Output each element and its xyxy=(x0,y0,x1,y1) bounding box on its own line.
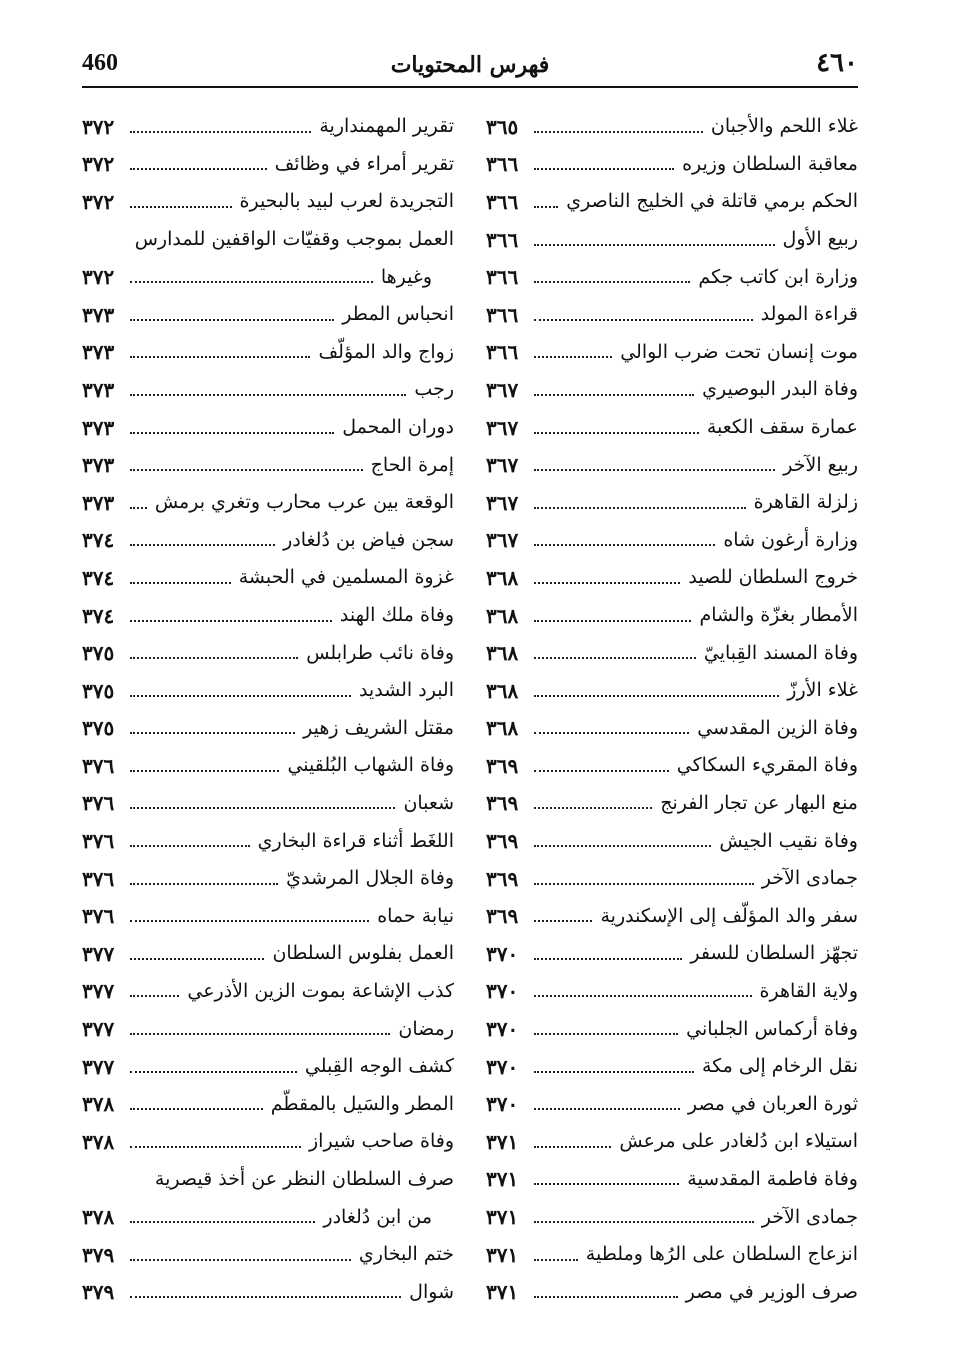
dot-leader xyxy=(534,695,779,697)
dot-leader xyxy=(130,356,310,358)
toc-entry-title: وفاة ملك الهند xyxy=(339,604,454,627)
dot-leader xyxy=(534,995,752,997)
toc-entry-page: ٣٧٥ xyxy=(82,716,115,741)
toc-entry xyxy=(82,747,454,785)
toc-entry-title: ربيع الأول xyxy=(782,228,858,251)
toc-entry-title: وفاة نائب طرابلس xyxy=(306,641,454,664)
toc-entry-page: ٣٧٥ xyxy=(82,641,115,666)
toc-entry-page: ٣٧٨ xyxy=(82,1129,115,1154)
toc-entry-title: الحكم برمي قاتلة في الخليج الناصري xyxy=(566,190,858,213)
toc-entry-page: ٣٧٧ xyxy=(82,1017,115,1042)
toc-entry-title: وفاة نقيب الجيش xyxy=(719,829,858,852)
toc-entry-title: وفاة البدر البوصيري xyxy=(702,378,858,401)
toc-entry-title: ربيع الآخر xyxy=(783,453,858,476)
toc-entry-title: رجب xyxy=(414,378,454,401)
toc-entry-page: ٣٧٦ xyxy=(82,753,115,778)
dot-leader xyxy=(534,281,690,283)
dot-leader xyxy=(534,544,715,546)
toc-entry xyxy=(486,371,858,409)
dot-leader xyxy=(130,469,363,471)
toc-entry xyxy=(486,1273,858,1311)
toc-entry-title: نيابة حماه xyxy=(377,904,454,927)
toc-entry xyxy=(486,1236,858,1274)
toc-entry-title: وفاة الشهاب البُلقيني xyxy=(287,754,454,777)
dot-leader xyxy=(534,1296,678,1298)
toc-entry xyxy=(486,935,858,973)
toc-entry-title: وزارة ابن كاتب جكم xyxy=(698,265,858,288)
toc-entry-page: ٣٧٠ xyxy=(486,941,519,966)
toc-entry-page: ٣٧٦ xyxy=(82,791,115,816)
page-number-arabic: ٤٦٠ xyxy=(816,48,858,78)
toc-entry xyxy=(486,973,858,1011)
toc-entry xyxy=(486,1198,858,1236)
toc-entry xyxy=(82,409,454,447)
toc-column-right xyxy=(486,108,858,1311)
toc-entry-title: العمل بموجب وقفيّات الواقفين للمدارس xyxy=(134,228,454,251)
toc-entry-title: المطر والسَيل بالمقطّم xyxy=(270,1092,454,1115)
toc-entry-page: ٣٦٧ xyxy=(486,377,519,402)
toc-entry-page: ٣٧٤ xyxy=(82,603,115,628)
dot-leader xyxy=(534,770,669,772)
toc-entry-page: ٣٦٧ xyxy=(486,453,519,478)
dot-leader xyxy=(534,582,680,584)
toc-entry-page: ٣٦٦ xyxy=(486,152,519,177)
toc-entry-page: ٣٧٣ xyxy=(82,490,115,515)
toc-entry-title: تقرير أمراء في وظائف xyxy=(274,152,454,175)
toc-entry xyxy=(82,446,454,484)
toc-entry-title: مقتل الشريف زهير xyxy=(303,716,454,739)
toc-entry xyxy=(486,1010,858,1048)
toc-entry-title: رمضان xyxy=(398,1017,454,1040)
toc-entry-title: وفاة صاحب شيراز xyxy=(309,1130,454,1153)
toc-entry xyxy=(486,1085,858,1123)
toc-entry-title: التجريدة لعرب لبيد بالبحيرة xyxy=(239,190,454,213)
toc-entry-title: البرد الشديد xyxy=(358,679,454,702)
toc-entry-title: غزوة المسلمين في الحبشة xyxy=(238,566,454,589)
toc-entry-title: الأمطار بغزّة والشام xyxy=(699,604,858,627)
toc-entry-page: ٣٦٥ xyxy=(486,114,519,139)
toc-entry-page: ٣٦٧ xyxy=(486,528,519,553)
toc-entry-page: ٣٧٦ xyxy=(82,904,115,929)
toc-entry xyxy=(82,1161,454,1199)
toc-entry xyxy=(82,1048,454,1086)
toc-entry xyxy=(486,747,858,785)
toc-entry-title: من ابن دُلغادر xyxy=(323,1205,432,1228)
toc-entry-title: وفاة الزين المقدسي xyxy=(697,716,858,739)
toc-entry-title: دوران المحمل xyxy=(342,416,454,439)
dot-leader xyxy=(534,1259,578,1261)
dot-leader xyxy=(534,432,699,434)
toc-entry xyxy=(82,1236,454,1274)
toc-entry xyxy=(486,634,858,672)
toc-entry-title: جمادى الآخر xyxy=(761,867,858,890)
toc-entry xyxy=(82,597,454,635)
toc-entry-page: ٣٦٨ xyxy=(486,565,519,590)
toc-entry-page: ٣٧٨ xyxy=(82,1205,115,1230)
toc-entry-title: خروج السلطان للصيد xyxy=(688,566,858,589)
dot-leader xyxy=(130,319,334,321)
dot-leader xyxy=(534,807,652,809)
dot-leader xyxy=(534,356,612,358)
dot-leader xyxy=(130,168,267,170)
toc-entry xyxy=(82,371,454,409)
toc-entry xyxy=(82,258,454,296)
toc-entry-title: ثورة العربان في مصر xyxy=(687,1092,858,1115)
toc-entry-page: ٣٧٨ xyxy=(82,1092,115,1117)
toc-entry xyxy=(82,897,454,935)
dot-leader xyxy=(534,131,703,133)
toc-entry-title: اللغَط أثناء قراءة البخاري xyxy=(257,829,454,852)
dot-leader xyxy=(534,206,558,208)
toc-entry-title: تجهّز السلطان للسفر xyxy=(690,942,858,965)
toc-entry-title: وغيرها xyxy=(380,265,432,288)
dot-leader xyxy=(534,732,689,734)
dot-leader xyxy=(534,168,674,170)
toc-entry-page: ٣٧٢ xyxy=(82,265,115,290)
toc-entry-page: ٣٦٦ xyxy=(486,265,519,290)
dot-leader xyxy=(130,582,231,584)
toc-entry-page: ٣٦٧ xyxy=(486,490,519,515)
dot-leader xyxy=(534,620,691,622)
toc-entry-title: وفاة المقريء السكاكي xyxy=(676,754,858,777)
toc-entry-page: ٣٦٨ xyxy=(486,678,519,703)
dot-leader xyxy=(130,281,373,283)
toc-entry-title: إمرة الحاج xyxy=(370,453,454,476)
toc-entry xyxy=(82,822,454,860)
toc-entry-page: ٣٧٣ xyxy=(82,302,115,327)
toc-entry-page: ٣٧٠ xyxy=(486,1092,519,1117)
toc-entry-title: وفاة الجلال المرشديّ xyxy=(286,867,454,890)
dot-leader xyxy=(130,845,250,847)
toc-entry-title: تقرير المهمندارية xyxy=(319,115,454,138)
toc-entry xyxy=(486,860,858,898)
dot-leader xyxy=(534,845,711,847)
dot-leader xyxy=(534,1033,678,1035)
toc-entry-page: ٣٧٣ xyxy=(82,340,115,365)
dot-leader xyxy=(130,1259,351,1261)
toc-entry-title: جمادى الآخر xyxy=(761,1205,858,1228)
toc-entry-page: ٣٦٩ xyxy=(486,904,519,929)
toc-entry-page: ٣٧٠ xyxy=(486,1054,519,1079)
toc-entry-title: نقل الرخام إلى مكة xyxy=(701,1055,858,1078)
toc-entry xyxy=(82,221,454,259)
toc-entry xyxy=(82,522,454,560)
toc-entry-title: كشف الوجه القِبلي xyxy=(304,1055,454,1078)
toc-entry xyxy=(82,108,454,146)
toc-entry-page: ٣٧١ xyxy=(486,1242,519,1267)
toc-entry-title: ولاية القاهرة xyxy=(759,979,858,1002)
dot-leader xyxy=(534,1071,694,1073)
dot-leader xyxy=(534,1146,611,1148)
toc-entry-page: ٣٦٦ xyxy=(486,189,519,214)
dot-leader xyxy=(534,920,592,922)
toc-entry-page: ٣٦٩ xyxy=(486,866,519,891)
toc-entry-page: ٣٦٩ xyxy=(486,753,519,778)
toc-entry xyxy=(82,183,454,221)
page-title: فهرس المحتويات xyxy=(390,52,550,78)
toc-entry xyxy=(82,559,454,597)
toc-entry-title: سفر والد المؤلّف إلى الإسكندرية xyxy=(600,904,858,927)
toc-entry-title: العمل بفلوس السلطان xyxy=(272,942,454,965)
toc-entry xyxy=(82,1198,454,1236)
toc-entry-page: ٣٧٧ xyxy=(82,979,115,1004)
toc-entry xyxy=(82,296,454,334)
dot-leader xyxy=(534,507,746,509)
dot-leader xyxy=(534,1221,754,1223)
dot-leader xyxy=(130,1146,301,1148)
toc-entry xyxy=(486,409,858,447)
dot-leader xyxy=(130,620,332,622)
toc-entry-page: ٣٦٦ xyxy=(486,302,519,327)
toc-entry xyxy=(82,1085,454,1123)
toc-entry-title: غلاء اللحم والأجبان xyxy=(710,115,858,138)
toc-entry xyxy=(486,221,858,259)
dot-leader xyxy=(130,657,298,659)
toc-entry-page: ٣٧٩ xyxy=(82,1280,115,1305)
toc-entry-page: ٣٦٦ xyxy=(486,227,519,252)
toc-entry-page: ٣٧٧ xyxy=(82,941,115,966)
dot-leader xyxy=(130,394,406,396)
toc-entry xyxy=(486,446,858,484)
toc-entry-title: وفاة المسند القِباييّ xyxy=(703,641,858,664)
toc-entry-title: ختم البخاري xyxy=(358,1243,454,1266)
toc-entry xyxy=(486,1048,858,1086)
toc-entry xyxy=(82,1010,454,1048)
toc-entry xyxy=(486,672,858,710)
toc-entry-title: وفاة أركماس الجلباني xyxy=(686,1017,858,1040)
dot-leader xyxy=(534,244,775,246)
toc-entry-page: ٣٧٧ xyxy=(82,1054,115,1079)
toc-entry-page: ٣٧٩ xyxy=(82,1242,115,1267)
toc-entry xyxy=(486,1161,858,1199)
toc-entry xyxy=(486,897,858,935)
toc-entry-title: صرف الوزير في مصر xyxy=(685,1280,858,1303)
dot-leader xyxy=(130,507,147,509)
toc-entry-title: انزعاج السلطان على الرُها وملطية xyxy=(585,1243,858,1266)
dot-leader xyxy=(534,657,696,659)
toc-entry xyxy=(82,146,454,184)
dot-leader xyxy=(534,1183,679,1185)
toc-entry-page: ٣٧٥ xyxy=(82,678,115,703)
toc-entry xyxy=(486,822,858,860)
page-number-latin: 460 xyxy=(82,50,118,76)
toc-entry-title: وزارة أرغون شاه xyxy=(723,528,858,551)
toc-entry-page: ٣٧٠ xyxy=(486,979,519,1004)
dot-leader xyxy=(130,1221,315,1223)
toc-entry-title: غلاء الأرزّ xyxy=(787,679,858,702)
toc-entry xyxy=(82,334,454,372)
toc-entry-title: منع البهار عن تجار الفرنج xyxy=(660,791,858,814)
toc-entry xyxy=(82,785,454,823)
toc-entry-page: ٣٧٢ xyxy=(82,114,115,139)
toc-entry-title: وفاة فاطمة المقدسية xyxy=(687,1167,858,1190)
dot-leader xyxy=(130,131,311,133)
toc-entry-title: استيلاء ابن دُلغادر على مرعش xyxy=(619,1130,858,1153)
toc-entry-page: ٣٦٩ xyxy=(486,791,519,816)
toc-entry xyxy=(82,1273,454,1311)
toc-entry xyxy=(486,597,858,635)
dot-leader xyxy=(130,1108,263,1110)
toc-entry xyxy=(82,860,454,898)
toc-entry xyxy=(486,559,858,597)
toc-entry-page: ٣٧٣ xyxy=(82,377,115,402)
toc-entry-page: ٣٧١ xyxy=(486,1167,519,1192)
toc-entry-page: ٣٧٢ xyxy=(82,152,115,177)
toc-entry-page: ٣٧١ xyxy=(486,1205,519,1230)
dot-leader xyxy=(130,206,232,208)
dot-leader xyxy=(534,1108,680,1110)
toc-entry xyxy=(82,484,454,522)
toc-entry-title: الوقعة بين عرب محارب وتغري برمش xyxy=(154,491,454,514)
dot-leader xyxy=(534,958,682,960)
toc-entry-title: زلزلة القاهرة xyxy=(753,491,858,514)
toc-entry xyxy=(82,973,454,1011)
dot-leader xyxy=(130,732,295,734)
toc-entry-title: انحباس المطر xyxy=(342,303,454,326)
toc-entry xyxy=(486,522,858,560)
toc-entry xyxy=(486,785,858,823)
toc-entry-page: ٣٧٦ xyxy=(82,866,115,891)
toc-entry-page: ٣٦٦ xyxy=(486,340,519,365)
dot-leader xyxy=(130,995,179,997)
toc-entry-title: زواج والد المؤلّف xyxy=(318,340,454,363)
dot-leader xyxy=(130,920,369,922)
dot-leader xyxy=(130,1071,297,1073)
toc-column-left xyxy=(82,108,454,1311)
toc-entry xyxy=(486,334,858,372)
toc-entry xyxy=(82,672,454,710)
dot-leader xyxy=(534,469,775,471)
toc-entry xyxy=(486,710,858,748)
toc-entry xyxy=(486,296,858,334)
dot-leader xyxy=(130,432,334,434)
toc-entry-page: ٣٧١ xyxy=(486,1280,519,1305)
toc-entry-title: شوال xyxy=(409,1280,454,1303)
toc-entry-title: معاقبة السلطان وزيره xyxy=(682,152,858,175)
toc-entry-page: ٣٧٣ xyxy=(82,453,115,478)
toc-entry xyxy=(82,1123,454,1161)
toc-entry-page: ٣٧٤ xyxy=(82,565,115,590)
dot-leader xyxy=(130,770,279,772)
toc-entry xyxy=(82,634,454,672)
toc-entry xyxy=(486,146,858,184)
toc-entry-title: صرف السلطان النظر عن أخذ قيصرية xyxy=(154,1167,454,1190)
toc-entry-page: ٣٦٩ xyxy=(486,829,519,854)
toc-entry-page: ٣٧٠ xyxy=(486,1017,519,1042)
dot-leader xyxy=(534,394,694,396)
toc-entry-page: ٣٧٤ xyxy=(82,528,115,553)
dot-leader xyxy=(534,319,753,321)
toc-entry-page: ٣٦٨ xyxy=(486,716,519,741)
toc-entry-page: ٣٦٧ xyxy=(486,415,519,440)
dot-leader xyxy=(534,883,754,885)
dot-leader xyxy=(130,1033,390,1035)
toc-entry-title: كذب الإشاعة بموت الزين الأذرعي xyxy=(187,979,454,1002)
toc-entry-page: ٣٧١ xyxy=(486,1129,519,1154)
toc-entry-title: عمارة سقف الكعبة xyxy=(706,416,858,439)
dot-leader xyxy=(130,1296,401,1298)
toc-entry-page: ٣٦٨ xyxy=(486,641,519,666)
toc-entry xyxy=(82,710,454,748)
dot-leader xyxy=(130,883,278,885)
toc-entry-page: ٣٧٣ xyxy=(82,415,115,440)
toc-entry-page: ٣٧٢ xyxy=(82,189,115,214)
toc-entry-title: موت إنسان تحت ضرب الوالي xyxy=(620,340,858,363)
dot-leader xyxy=(130,695,351,697)
toc-entry xyxy=(486,258,858,296)
page-header xyxy=(82,46,858,88)
dot-leader xyxy=(130,544,275,546)
toc-entry-page: ٣٧٦ xyxy=(82,829,115,854)
toc-entry xyxy=(486,1123,858,1161)
dot-leader xyxy=(130,807,395,809)
toc-entry-page: ٣٦٨ xyxy=(486,603,519,628)
toc-entry xyxy=(486,108,858,146)
toc-entry-title: شعبان xyxy=(403,791,454,814)
toc-entry-title: سجن فياض بن دُلغادر xyxy=(283,528,454,551)
toc-entry-title: قراءة المولد xyxy=(760,303,858,326)
dot-leader xyxy=(130,958,264,960)
toc-entry xyxy=(486,183,858,221)
toc-entry xyxy=(486,484,858,522)
toc-entry xyxy=(82,935,454,973)
